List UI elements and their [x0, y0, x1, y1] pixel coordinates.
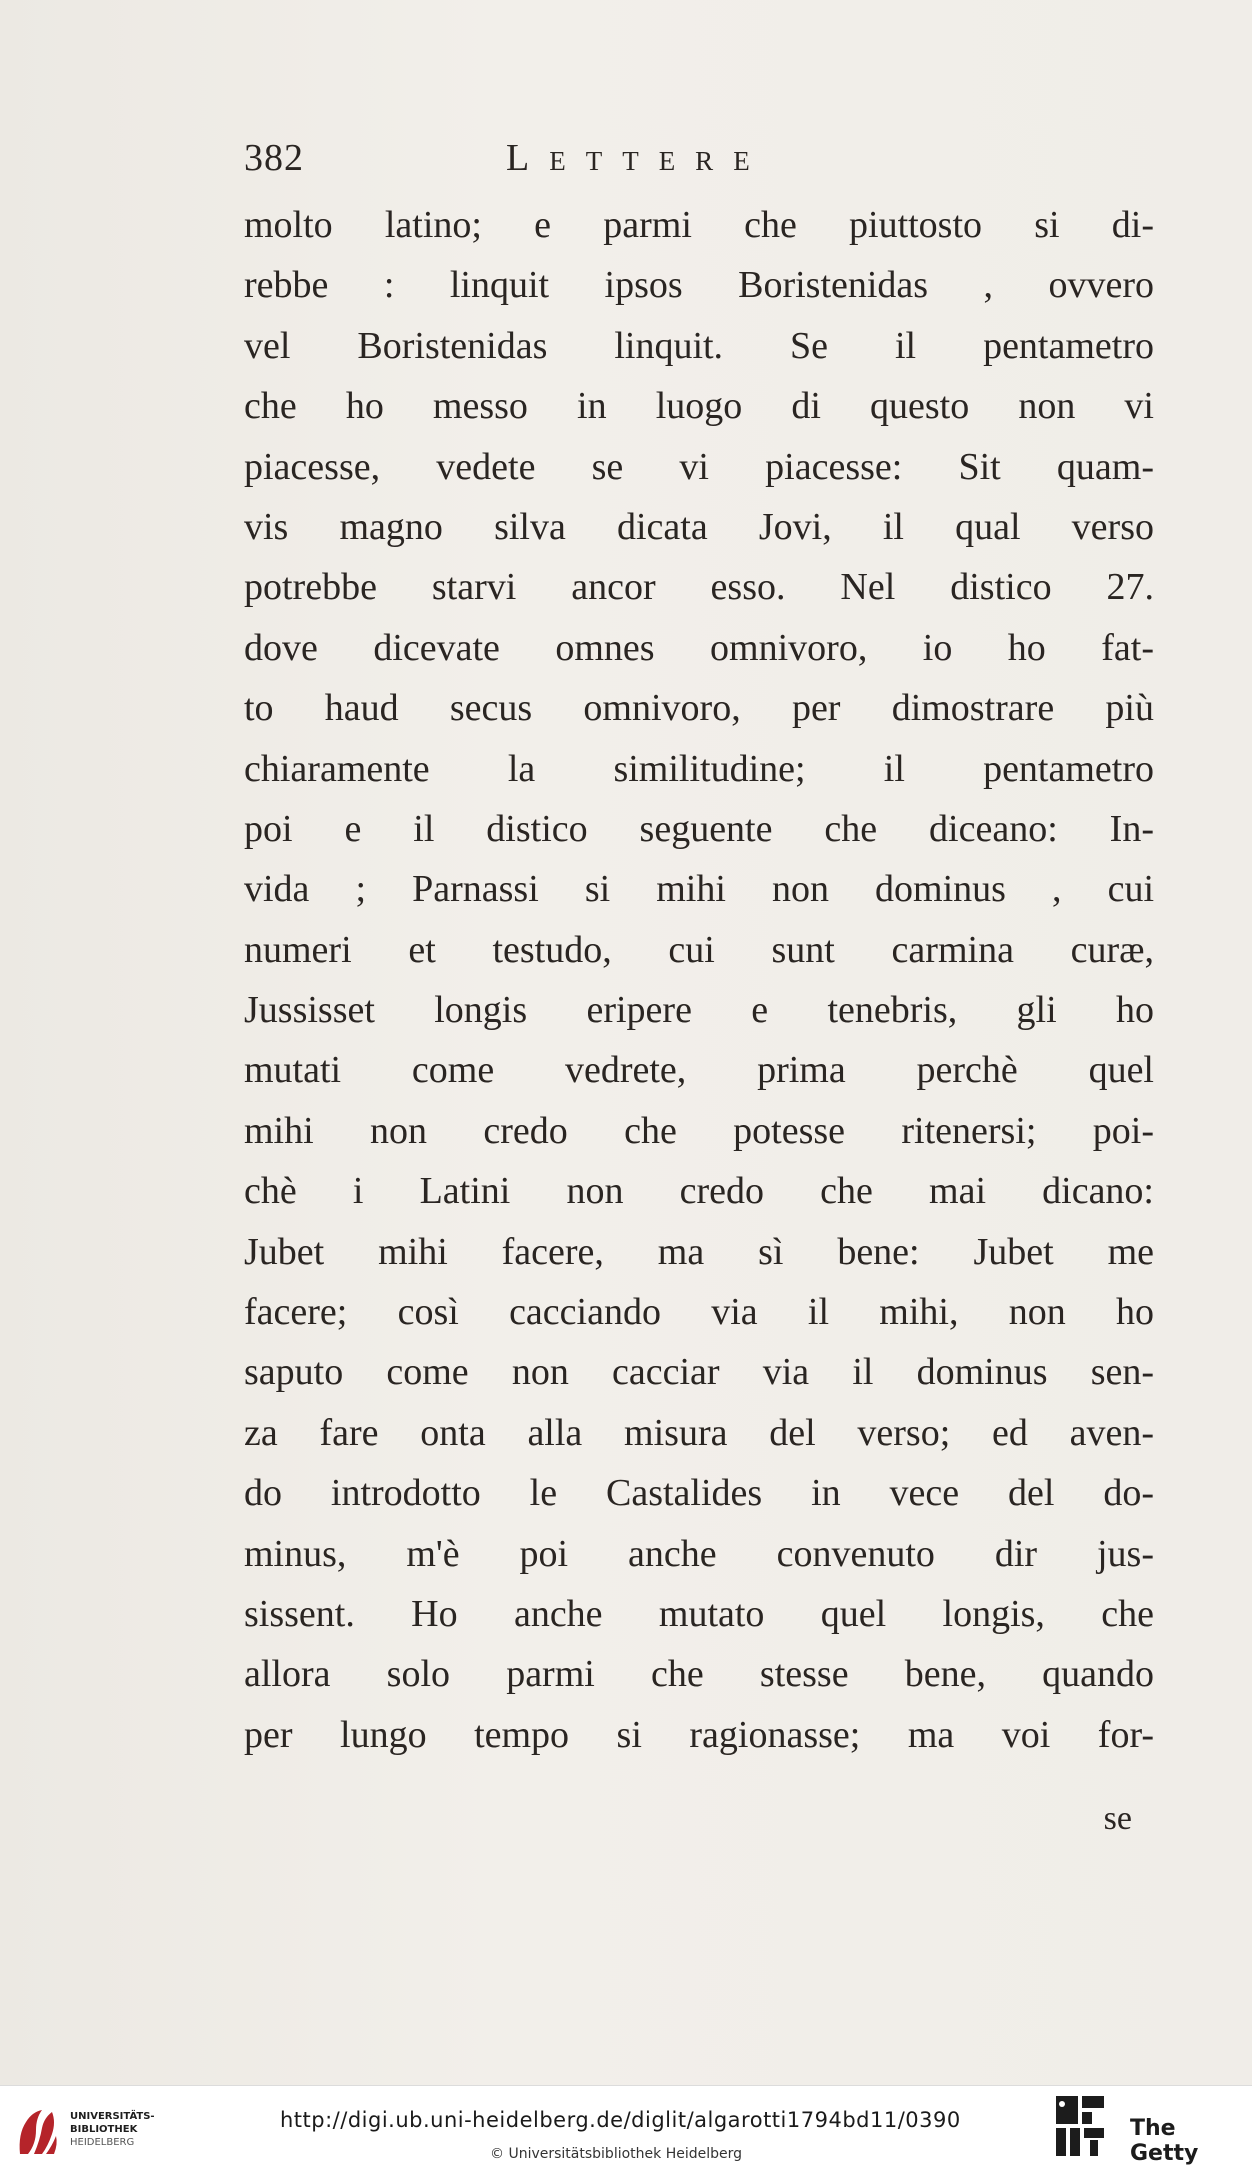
university-library-logo[interactable]: [12, 2100, 162, 2162]
text-line: chè i Latini non credo che mai dicano:: [244, 1170, 1154, 1213]
body-text: [244, 195, 1154, 1765]
text-line: vis magno silva dicata Jovi, il qual verso: [244, 505, 1154, 548]
text-line: allora solo parmi che stesse bene, quando: [244, 1653, 1154, 1696]
library-seal-icon: [12, 2104, 62, 2158]
running-title: Lettere: [506, 137, 770, 179]
getty-logo[interactable]: [1048, 2094, 1248, 2168]
text-line: minus, m'è poi anche convenuto dir jus-: [244, 1532, 1154, 1575]
text-line: rebbe : linquit ipsos Boristenidas , ovvero: [244, 264, 1154, 307]
permalink-url[interactable]: http://digi.ub.uni-heidelberg.de/diglit/algarotti1794bd11/0390: [280, 2108, 961, 2132]
text-line: mihi non credo che potesse ritenersi; poi-: [244, 1109, 1154, 1152]
page-header: [244, 136, 964, 186]
text-line: per lungo tempo si ragionasse; ma voi for-: [244, 1713, 1154, 1756]
text-line: to haud secus omnivoro, per dimostrare più: [244, 687, 1154, 730]
text-line: mutati come vedrete, prima perchè quel: [244, 1049, 1154, 1092]
library-name-line-3: HEIDELBERG: [70, 2137, 135, 2148]
text-line: sissent. Ho anche mutato quel longis, che: [244, 1592, 1154, 1635]
text-line: potrebbe starvi ancor esso. Nel distico 27.: [244, 566, 1154, 609]
library-name-line-1: UNIVERSITÄTS-: [70, 2111, 155, 2122]
copyright-notice: © Universitätsbibliothek Heidelberg: [490, 2146, 743, 2162]
text-line: poi e il distico seguente che diceano: In-: [244, 807, 1154, 850]
text-line: piacesse, vedete se vi piacesse: Sit quam-: [244, 445, 1154, 488]
text-line: che ho messo in luogo di questo non vi: [244, 385, 1154, 428]
text-line: Jubet mihi facere, ma sì bene: Jubet me: [244, 1230, 1154, 1273]
getty-mark-icon: [1054, 2094, 1108, 2160]
text-line: vel Boristenidas linquit. Se il pentametro: [244, 324, 1154, 367]
text-line: vida ; Parnassi si mihi non dominus , cui: [244, 868, 1154, 911]
text-line: numeri et testudo, cui sunt carmina curæ,: [244, 928, 1154, 971]
text-line: chiaramente la similitudine; il pentametro: [244, 747, 1154, 790]
catchword: se: [1103, 1800, 1132, 1837]
getty-name: The Getty: [1130, 2116, 1199, 2166]
page-number: 382: [244, 137, 304, 179]
text-line: saputo come non cacciar via il dominus sen-: [244, 1351, 1154, 1394]
footer-bar: [0, 2085, 1252, 2176]
text-line: molto latino; e parmi che piuttosto si di-: [244, 204, 1154, 246]
text-line: za fare onta alla misura del verso; ed aven-: [244, 1411, 1154, 1454]
text-line: do introdotto le Castalides in vece del do-: [244, 1472, 1154, 1515]
text-line: Jussisset longis eripere e tenebris, gli ho: [244, 989, 1154, 1032]
library-name-line-2: BIBLIOTHEK: [70, 2124, 138, 2135]
text-line: dove dicevate omnes omnivoro, io ho fat-: [244, 626, 1154, 669]
text-line: facere; così cacciando via il mihi, non ho: [244, 1291, 1154, 1334]
